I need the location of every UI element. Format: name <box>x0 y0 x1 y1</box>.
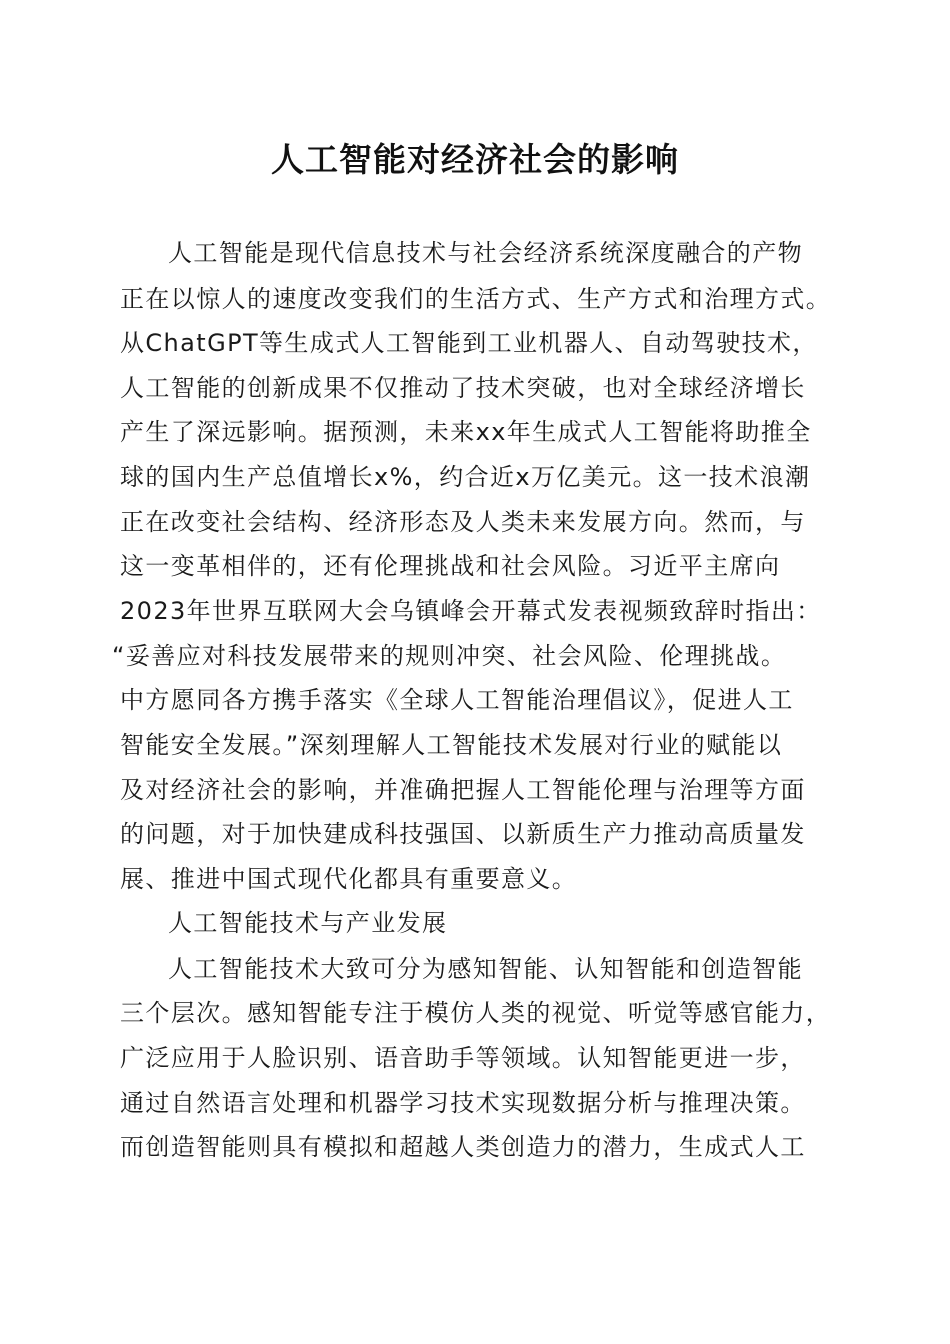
paragraph-1-line: 展、推进中国式现代化都具有重要意义。 <box>120 865 578 893</box>
paragraph-1-line: 球的国内生产总值增长x%，约合近x万亿美元。这一技术浪潮 <box>120 463 811 491</box>
paragraph-1-line: 中方愿同各方携手落实《全球人工智能治理倡议》，促进人工 <box>120 686 794 714</box>
paragraph-1-line: 的问题，对于加快建成科技强国、以新质生产力推动高质量发 <box>120 820 806 848</box>
paragraph-1-line: 人工智能的创新成果不仅推动了技术突破，也对全球经济增长 <box>120 374 806 402</box>
document-title: 人工智能对经济社会的影响 <box>271 140 679 179</box>
paragraph-1-line: 这一变革相伴的，还有伦理挑战和社会风险。习近平主席向 <box>120 552 781 580</box>
paragraph-2-line: 而创造智能则具有模拟和超越人类创造力的潜力，生成式人工 <box>120 1133 806 1161</box>
paragraph-1-line: 及对经济社会的影响，并准确把握人工智能伦理与治理等方面 <box>120 776 806 804</box>
paragraph-1-line: “妥善应对科技发展带来的规则冲突、社会风险、伦理挑战。 <box>112 642 787 670</box>
paragraph-1-line: 从ChatGPT等生成式人工智能到工业机器人、自动驾驶技术， <box>120 329 818 357</box>
paragraph-1-line: 正在改变社会结构、经济形态及人类未来发展方向。然而，与 <box>120 508 806 536</box>
paragraph-2-line: 三个层次。感知智能专注于模仿人类的视觉、听觉等感官能力， <box>120 999 832 1027</box>
section-heading: 人工智能技术与产业发展 <box>168 909 448 937</box>
paragraph-1-line: 产生了深远影响。据预测，未来xx年生成式人工智能将助推全 <box>120 418 812 446</box>
paragraph-1-line: 2023年世界互联网大会乌镇峰会开幕式发表视频致辞时指出： <box>120 597 822 625</box>
paragraph-2-line: 广泛应用于人脸识别、语音助手等领域。认知智能更进一步， <box>120 1044 806 1072</box>
paragraph-1-line: 人工智能是现代信息技术与社会经济系统深度融合的产物 <box>168 239 803 267</box>
paragraph-1-line: 正在以惊人的速度改变我们的生活方式、生产方式和治理方式。 <box>120 285 832 313</box>
paragraph-2-line: 人工智能技术大致可分为感知智能、认知智能和创造智能 <box>168 955 803 983</box>
paragraph-1-line: 智能安全发展。”深刻理解人工智能技术发展对行业的赋能以 <box>120 731 783 759</box>
paragraph-2-line: 通过自然语言处理和机器学习技术实现数据分析与推理决策。 <box>120 1089 806 1117</box>
